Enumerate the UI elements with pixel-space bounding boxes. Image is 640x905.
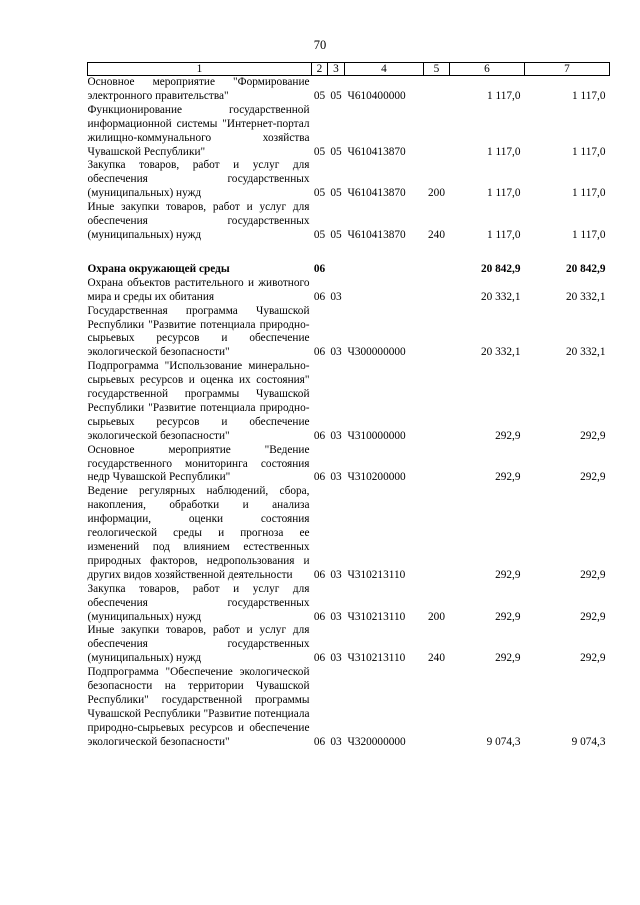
header-col-5: 5 — [424, 63, 450, 76]
header-col-7: 7 — [525, 63, 610, 76]
page-number: 70 — [313, 38, 327, 52]
row-name: Подпрограмма "Использование минерально-сырьевых ресурсов и оценка их состояния" государственной программы Чувашской Республики "Развитие потенциала природно-сырьевых ресурсов и обеспечение экологической безопасности" — [87, 360, 310, 442]
row-expense-type: 200 — [428, 187, 445, 200]
row-target-code: Ч310213110 — [347, 652, 406, 665]
header-col-1: 1 — [88, 63, 312, 76]
row-amount-1: 9 074,3 — [486, 735, 521, 748]
header-col-4: 4 — [345, 63, 424, 76]
row-expense-type — [424, 305, 450, 361]
row-name: Иные закупки товаров, работ и услуг для обеспечения государственных (муниципальных) нужд — [87, 624, 310, 665]
row-target-code: Ч300000000 — [347, 346, 406, 359]
row-subsection: 03 — [330, 610, 342, 623]
row-expense-type — [424, 277, 450, 305]
row-expense-type: 240 — [428, 228, 445, 241]
row-amount-1: 1 117,0 — [487, 89, 521, 102]
spacer-cell — [88, 243, 610, 263]
row-amount-1: 292,9 — [495, 610, 521, 623]
row-name: Основное мероприятие "Формирование электронного правительства" — [87, 76, 310, 102]
row-target-code: Ч310200000 — [347, 471, 406, 484]
row-amount-2: 1 117,0 — [572, 228, 606, 241]
row-amount-1: 1 117,0 — [487, 228, 521, 241]
row-subsection: 03 — [330, 735, 342, 748]
row-spacer — [88, 243, 610, 263]
row-name: Функционирование государственной информационной системы "Интернет-портал жилищно-коммунального хозяйства Чувашской Республики" — [87, 103, 310, 158]
row-expense-type — [424, 444, 450, 486]
row-section: 06 — [313, 735, 326, 748]
row-name: Государственная программа Чувашской Республики "Развитие потенциала природно-сырьевых ресурсов и обеспечение экологической безопасности" — [87, 304, 310, 359]
row-target-code: Ч610413870 — [347, 145, 406, 158]
row-amount-1: 292,9 — [495, 429, 521, 442]
table-row — [88, 104, 610, 160]
header-row — [88, 63, 610, 76]
row-target-code: Ч610413870 — [347, 187, 406, 200]
row-amount-2: 292,9 — [580, 471, 606, 484]
row-amount-1: 292,9 — [495, 471, 521, 484]
table-row — [88, 444, 610, 486]
row-amount-2: 1 117,0 — [572, 89, 606, 102]
row-name: Охрана объектов растительного и животного мира и среды их обитания — [87, 276, 310, 303]
table-row — [88, 201, 610, 243]
table-row — [88, 277, 610, 305]
row-subsection — [328, 263, 345, 277]
row-amount-1: 292,9 — [495, 568, 521, 581]
row-name: Закупка товаров, работ и услуг для обеспечения государственных (муниципальных) нужд — [87, 582, 310, 623]
row-expense-type: 240 — [428, 652, 445, 665]
row-name: Подпрограмма "Обеспечение экологической безопасности на территории Чувашской Республики" государственной программы Чувашской Республики "Развитие потенциала природно-сырьевых ресурсов и обеспечение экологической безопасности" — [87, 666, 310, 748]
row-section: 06 — [313, 652, 326, 665]
row-amount-1: 1 117,0 — [487, 145, 521, 158]
row-amount-2: 1 117,0 — [572, 187, 606, 200]
budget-table — [87, 62, 610, 750]
row-amount-1: 20 842,9 — [480, 262, 521, 275]
row-subsection: 03 — [330, 346, 342, 359]
row-target-code: Ч310000000 — [347, 429, 406, 442]
header-col-6: 6 — [450, 63, 525, 76]
row-section: 05 — [313, 228, 326, 241]
row-amount-1: 292,9 — [495, 652, 521, 665]
row-section: 05 — [313, 187, 326, 200]
row-subsection: 03 — [330, 471, 342, 484]
row-amount-1: 20 332,1 — [480, 346, 521, 359]
row-name: Основное мероприятие "Ведение государственного мониторинга состояния недр Чувашской Республики" — [87, 443, 310, 484]
row-amount-1: 1 117,0 — [487, 187, 521, 200]
table-row — [88, 666, 610, 749]
row-subsection: 05 — [330, 89, 342, 102]
row-expense-type — [424, 104, 450, 160]
row-target-code: Ч310213110 — [347, 568, 406, 581]
row-target-code — [345, 277, 424, 305]
row-target-code: Ч610413870 — [347, 228, 406, 241]
row-amount-2: 20 842,9 — [565, 262, 606, 275]
row-amount-2: 292,9 — [580, 568, 606, 581]
row-target-code: Ч320000000 — [347, 735, 406, 748]
row-expense-type — [424, 360, 450, 443]
table-row — [88, 624, 610, 666]
row-section: 05 — [313, 145, 326, 158]
row-amount-2: 20 332,1 — [565, 290, 606, 303]
table-row-section-total — [88, 263, 610, 277]
row-section: 06 — [313, 262, 326, 275]
row-target-code: Ч610400000 — [347, 89, 406, 102]
row-section: 06 — [313, 429, 326, 442]
row-subsection: 03 — [330, 290, 342, 303]
row-subsection: 05 — [330, 228, 342, 241]
row-subsection: 03 — [330, 429, 342, 442]
row-name: Закупка товаров, работ и услуг для обеспечения государственных (муниципальных) нужд — [87, 159, 310, 200]
table-row — [88, 159, 610, 201]
row-subsection: 03 — [330, 652, 342, 665]
row-subsection: 03 — [330, 568, 342, 581]
row-expense-type — [424, 485, 450, 582]
row-amount-2: 1 117,0 — [572, 145, 606, 158]
row-section: 06 — [313, 346, 326, 359]
row-amount-2: 292,9 — [580, 429, 606, 442]
row-section: 06 — [313, 610, 326, 623]
row-target-code — [345, 263, 424, 277]
row-expense-type: 200 — [428, 610, 445, 623]
row-amount-2: 292,9 — [580, 610, 606, 623]
row-amount-1: 20 332,1 — [480, 290, 521, 303]
row-section: 05 — [313, 89, 326, 102]
table-row — [88, 485, 610, 582]
row-expense-type — [424, 76, 450, 104]
header-col-2: 2 — [312, 63, 328, 76]
row-name: Ведение регулярных наблюдений, сбора, накопления, обработки и анализа информации, оценки состояния геологической среды и прогноза ее изменений под влиянием естественных природных факторов, недропользования и других видов хозяйственной деятельности — [87, 485, 310, 581]
row-amount-2: 9 074,3 — [571, 735, 606, 748]
row-section: 06 — [313, 568, 326, 581]
row-section: 06 — [313, 290, 326, 303]
row-subsection: 05 — [330, 145, 342, 158]
table-row — [88, 305, 610, 361]
row-name: Охрана окружающей среды — [87, 262, 230, 275]
table-row — [88, 360, 610, 443]
table-row — [88, 583, 610, 625]
row-expense-type — [424, 263, 450, 277]
header-col-3: 3 — [328, 63, 345, 76]
row-amount-2: 20 332,1 — [565, 346, 606, 359]
row-target-code: Ч310213110 — [347, 610, 406, 623]
table-row — [88, 76, 610, 104]
row-section: 06 — [313, 471, 326, 484]
row-name: Иные закупки товаров, работ и услуг для обеспечения государственных (муниципальных) нужд — [87, 201, 310, 241]
row-subsection: 05 — [330, 187, 342, 200]
row-amount-2: 292,9 — [580, 652, 606, 665]
row-expense-type — [424, 666, 450, 749]
